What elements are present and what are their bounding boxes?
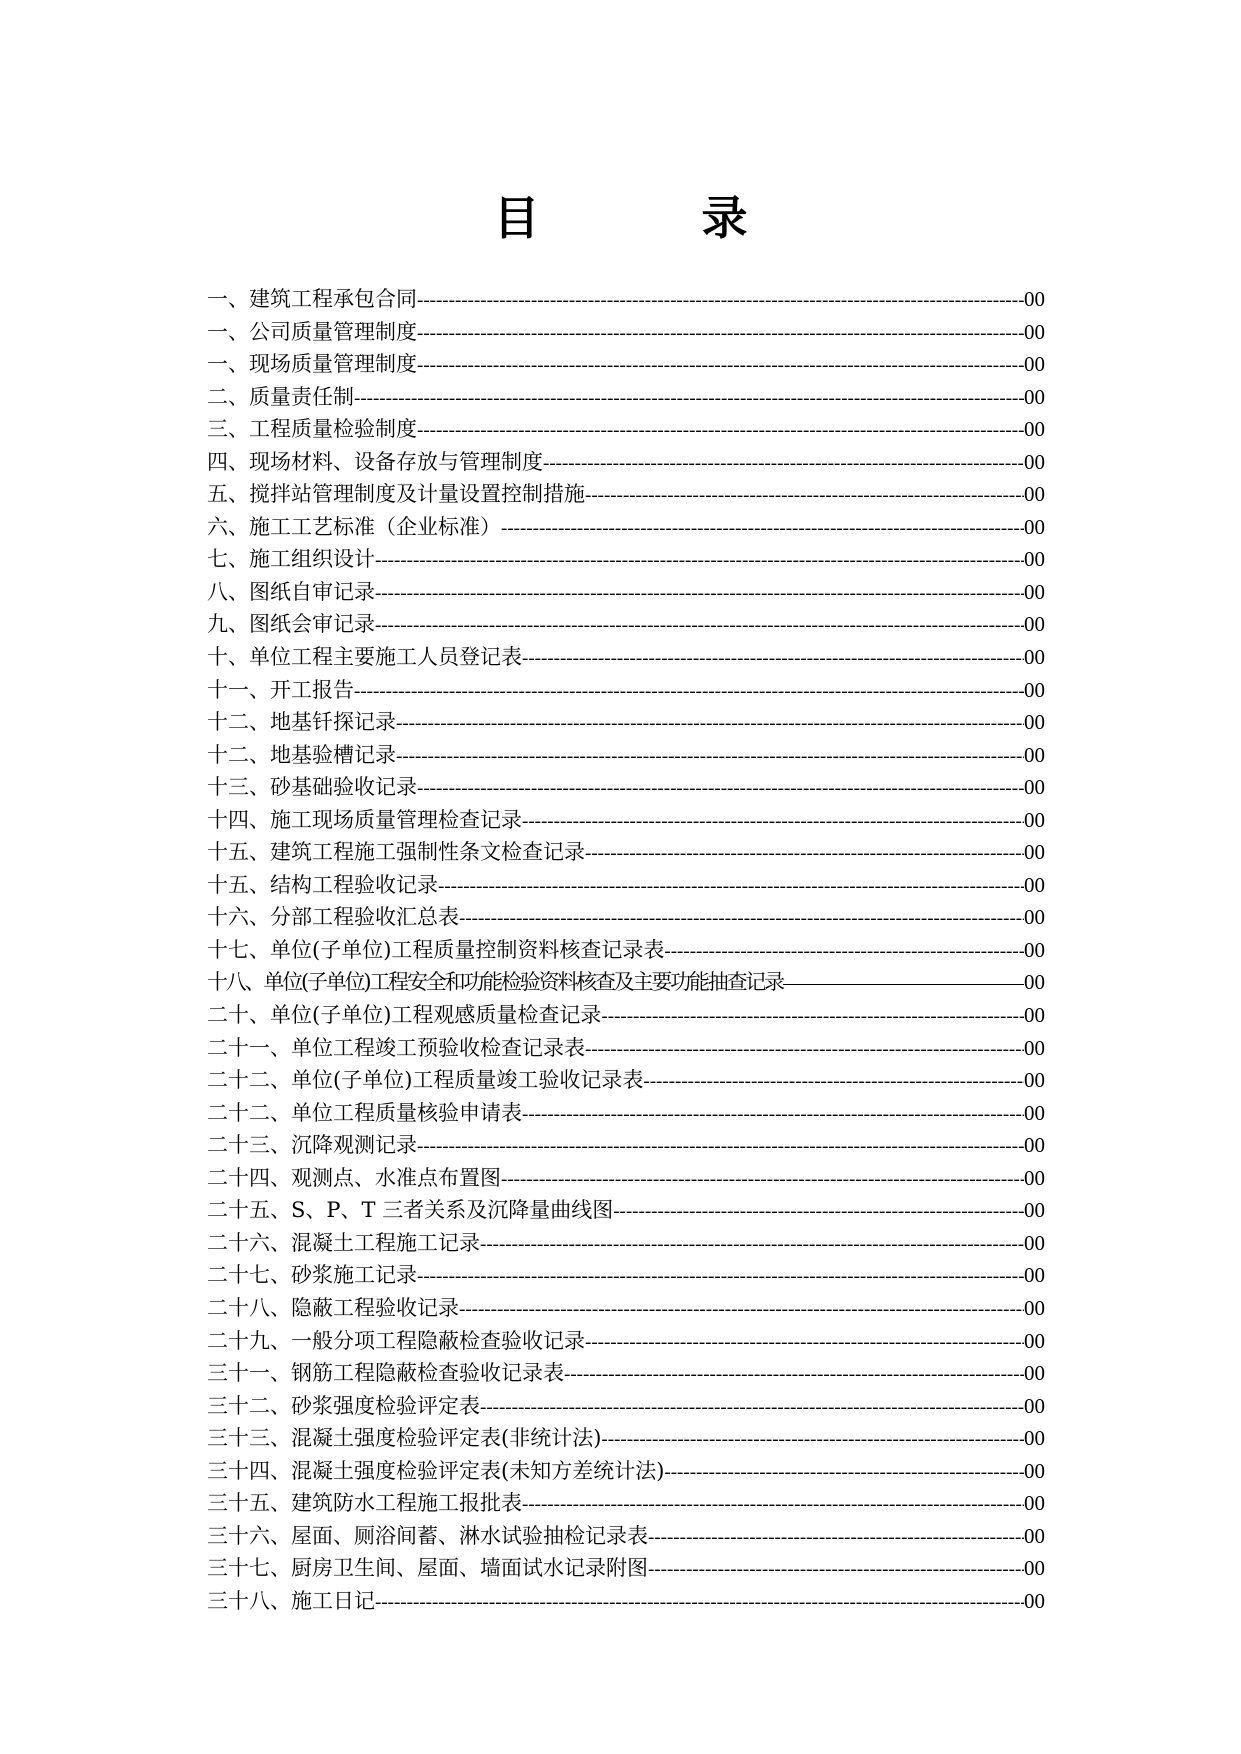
toc-entry-page: 00	[1024, 547, 1045, 572]
toc-leader	[417, 415, 1024, 446]
toc-entry[interactable]	[207, 511, 1045, 544]
toc-leader	[585, 480, 1024, 511]
toc-entry-page: 00	[1024, 775, 1045, 800]
toc-entry-title: 三十一、钢筋工程隐蔽检查验收记录表	[207, 1361, 564, 1386]
toc-leader	[480, 1229, 1024, 1260]
toc-entry[interactable]	[207, 1455, 1045, 1488]
toc-entry-page: 00	[1024, 1426, 1045, 1451]
toc-entry[interactable]	[207, 999, 1045, 1032]
toc-entry-title: 一、现场质量管理制度	[207, 352, 417, 377]
toc-entry-page: 00	[1024, 352, 1045, 377]
toc-entry-page: 00	[1024, 612, 1045, 637]
toc-entry-page: 00	[1024, 1165, 1045, 1190]
toc-leader	[459, 903, 1024, 934]
toc-entry-page: 00	[1024, 937, 1045, 962]
toc-entry-page: 00	[1024, 1230, 1045, 1255]
toc-entry-title: 三十四、混凝土强度检验评定表(未知方差统计法)	[207, 1458, 665, 1483]
toc-entry-page: 00	[1024, 417, 1045, 442]
toc-entry-page: 00	[1024, 1328, 1045, 1353]
toc-entry-page: 00	[1024, 1523, 1045, 1548]
toc-entry[interactable]	[207, 739, 1045, 772]
toc-leader	[585, 1327, 1024, 1358]
toc-entry-page: 00	[1024, 1035, 1045, 1060]
toc-entry-page: 00	[1024, 1263, 1045, 1288]
toc-entry[interactable]	[207, 1194, 1045, 1227]
toc-entry-page: 00	[1024, 1003, 1045, 1028]
toc-leader	[648, 1554, 1024, 1585]
toc-entry-page: 00	[1024, 1361, 1045, 1386]
toc-entry[interactable]	[207, 674, 1045, 707]
toc-entry-page: 00	[1024, 384, 1045, 409]
toc-entry-title: 三十八、施工日记	[207, 1588, 375, 1613]
toc-entry-page: 00	[1024, 1491, 1045, 1516]
toc-entry-page: 00	[1024, 287, 1045, 311]
toc-entry-page: 00	[1024, 1458, 1045, 1483]
toc-leader	[480, 1392, 1024, 1423]
toc-entry-title: 七、施工组织设计	[207, 547, 375, 572]
toc-entry-title: 十一、开工报告	[207, 677, 354, 702]
toc-entry[interactable]	[207, 901, 1045, 934]
toc-entry[interactable]	[207, 446, 1045, 479]
toc-entry-title: 一、公司质量管理制度	[207, 319, 417, 344]
toc-leader	[375, 545, 1024, 576]
toc-entry[interactable]	[207, 348, 1045, 381]
table-of-contents	[207, 283, 1045, 1617]
toc-leader	[501, 1164, 1024, 1195]
toc-entry-page: 00	[1024, 1393, 1045, 1418]
toc-leader	[522, 1489, 1024, 1520]
toc-entry-page: 00	[1024, 1588, 1045, 1613]
toc-entry-page: 00	[1024, 905, 1045, 930]
toc-entry[interactable]	[207, 966, 1045, 999]
toc-entry[interactable]	[207, 771, 1045, 804]
toc-entry-title: 十三、砂基础验收记录	[207, 775, 417, 800]
toc-leader	[375, 1587, 1024, 1618]
toc-entry[interactable]	[207, 608, 1045, 641]
toc-entry[interactable]	[207, 641, 1045, 674]
toc-entry-title: 九、图纸会审记录	[207, 612, 375, 637]
toc-entry-page: 00	[1024, 1068, 1045, 1093]
toc-leader	[375, 610, 1024, 641]
toc-entry-page: 00	[1024, 645, 1045, 670]
toc-entry-title: 十二、地基钎探记录	[207, 710, 396, 735]
toc-entry[interactable]	[207, 1064, 1045, 1097]
toc-entry-page: 00	[1024, 482, 1045, 507]
toc-entry-page: 00	[1024, 872, 1045, 897]
toc-leader	[585, 838, 1024, 869]
toc-entry-title: 八、图纸自审记录	[207, 579, 375, 604]
toc-entry[interactable]	[207, 1292, 1045, 1325]
toc-leader	[417, 350, 1024, 381]
toc-entry[interactable]	[207, 1520, 1045, 1553]
toc-entry-title: 五、搅拌站管理制度及计量设置控制措施	[207, 482, 585, 507]
toc-entry[interactable]	[207, 381, 1045, 414]
toc-leader	[417, 285, 1024, 316]
toc-entry-title: 二十四、观测点、水准点布置图	[207, 1165, 501, 1190]
toc-leader	[601, 1424, 1024, 1455]
toc-entry-title: 十二、地基验槽记录	[207, 742, 396, 767]
toc-entry-page: 00	[1024, 1556, 1045, 1581]
toc-entry-title: 十五、建筑工程施工强制性条文检查记录	[207, 840, 585, 865]
toc-entry[interactable]	[207, 478, 1045, 511]
toc-leader	[354, 676, 1024, 707]
toc-entry[interactable]	[207, 836, 1045, 869]
toc-entry[interactable]	[207, 1227, 1045, 1260]
toc-leader	[522, 643, 1024, 674]
toc-entry[interactable]	[207, 316, 1045, 349]
toc-leader	[375, 578, 1024, 609]
toc-entry[interactable]	[207, 934, 1045, 967]
toc-entry-title: 二十一、单位工程竣工预验收检查记录表	[207, 1035, 585, 1060]
toc-entry-page: 00	[1024, 1133, 1045, 1158]
toc-entry-title: 十五、结构工程验收记录	[207, 872, 438, 897]
toc-leader	[459, 1294, 1024, 1325]
toc-leader	[438, 871, 1024, 902]
toc-entry-page: 00	[1024, 319, 1045, 344]
toc-entry-title: 十四、施工现场质量管理检查记录	[207, 807, 522, 832]
toc-leader	[585, 1034, 1024, 1065]
toc-leader	[417, 1261, 1024, 1292]
toc-entry-title: 十、单位工程主要施工人员登记表	[207, 645, 522, 670]
toc-entry-title: 二、质量责任制	[207, 384, 354, 409]
toc-leader	[613, 1196, 1024, 1227]
toc-leader	[601, 1001, 1024, 1032]
toc-leader	[417, 1131, 1024, 1162]
toc-entry-title: 二十六、混凝土工程施工记录	[207, 1230, 480, 1255]
page-title: 目 录	[493, 191, 806, 245]
toc-leader	[417, 318, 1024, 349]
toc-leader	[522, 806, 1024, 837]
toc-leader	[417, 773, 1024, 804]
toc-entry[interactable]	[207, 1259, 1045, 1292]
toc-leader	[522, 1099, 1024, 1130]
toc-entry-title: 六、施工工艺标准（企业标准）	[207, 514, 501, 539]
toc-leader	[396, 708, 1024, 739]
toc-entry-page: 00	[1024, 710, 1045, 735]
toc-entry-page: 00	[1024, 970, 1045, 995]
toc-entry-page: 00	[1024, 514, 1045, 539]
toc-leader	[564, 1359, 1024, 1390]
toc-leader	[664, 1457, 1024, 1488]
toc-entry[interactable]	[207, 1422, 1045, 1455]
toc-entry-page: 00	[1024, 807, 1045, 832]
toc-leader	[664, 936, 1024, 967]
toc-entry[interactable]	[207, 706, 1045, 739]
toc-entry[interactable]	[207, 1357, 1045, 1390]
toc-entry-title: 三十七、厨房卫生间、屋面、墙面试水记录附图	[207, 1556, 648, 1581]
toc-entry[interactable]	[207, 1032, 1045, 1065]
toc-entry-title: 一、建筑工程承包合同	[207, 287, 417, 311]
toc-entry-title: 二十五、S、P、T 三者关系及沉降量曲线图	[207, 1198, 614, 1223]
toc-entry-page: 00	[1024, 449, 1045, 474]
toc-entry-page: 00	[1024, 579, 1045, 604]
toc-entry[interactable]	[207, 804, 1045, 837]
toc-entry[interactable]	[207, 1552, 1045, 1585]
toc-leader	[783, 968, 1024, 999]
toc-entry[interactable]	[207, 1487, 1045, 1520]
toc-entry[interactable]	[207, 576, 1045, 609]
toc-leader	[501, 513, 1024, 544]
toc-entry-title: 十八、单位(子单位)工程安全和功能检验资料核查及主要功能抽查记录	[207, 970, 783, 995]
toc-entry[interactable]	[207, 1585, 1045, 1618]
toc-entry[interactable]	[207, 1129, 1045, 1162]
toc-entry-page: 00	[1024, 1100, 1045, 1125]
toc-entry-title: 四、现场材料、设备存放与管理制度	[207, 449, 543, 474]
toc-entry-title: 三十二、砂浆强度检验评定表	[207, 1393, 480, 1418]
toc-entry[interactable]	[207, 869, 1045, 902]
toc-leader	[543, 448, 1024, 479]
toc-entry[interactable]	[207, 1097, 1045, 1130]
toc-entry-title: 三十三、混凝土强度检验评定表(非统计法)	[207, 1426, 602, 1451]
toc-entry-title: 三十六、屋面、厕浴间蓄、淋水试验抽检记录表	[207, 1523, 648, 1548]
toc-entry[interactable]	[207, 1390, 1045, 1423]
toc-entry-page: 00	[1024, 677, 1045, 702]
toc-entry-page: 00	[1024, 1198, 1045, 1223]
toc-entry-title: 二十八、隐蔽工程验收记录	[207, 1295, 459, 1320]
toc-entry-title: 十七、单位(子单位)工程质量控制资料核查记录表	[207, 937, 665, 962]
toc-leader	[396, 741, 1024, 772]
toc-entry-title: 二十二、单位工程质量核验申请表	[207, 1100, 522, 1125]
toc-leader	[354, 383, 1024, 414]
toc-entry[interactable]	[207, 543, 1045, 576]
toc-entry-title: 二十九、一般分项工程隐蔽检查验收记录	[207, 1328, 585, 1353]
toc-entry-title: 二十、单位(子单位)工程观感质量检查记录	[207, 1003, 602, 1028]
toc-entry[interactable]	[207, 1162, 1045, 1195]
toc-entry[interactable]	[207, 283, 1045, 316]
toc-entry-title: 二十七、砂浆施工记录	[207, 1263, 417, 1288]
toc-entry-title: 十六、分部工程验收汇总表	[207, 905, 459, 930]
toc-entry-title: 二十三、沉降观测记录	[207, 1133, 417, 1158]
toc-entry-page: 00	[1024, 840, 1045, 865]
toc-entry-page: 00	[1024, 742, 1045, 767]
toc-leader	[648, 1522, 1024, 1553]
toc-entry-title: 三、工程质量检验制度	[207, 417, 417, 442]
toc-entry[interactable]	[207, 1325, 1045, 1358]
toc-entry-title: 三十五、建筑防水工程施工报批表	[207, 1491, 522, 1516]
toc-entry-title: 二十二、单位(子单位)工程质量竣工验收记录表	[207, 1068, 644, 1093]
toc-leader	[643, 1066, 1024, 1097]
toc-entry[interactable]	[207, 413, 1045, 446]
toc-entry-page: 00	[1024, 1295, 1045, 1320]
